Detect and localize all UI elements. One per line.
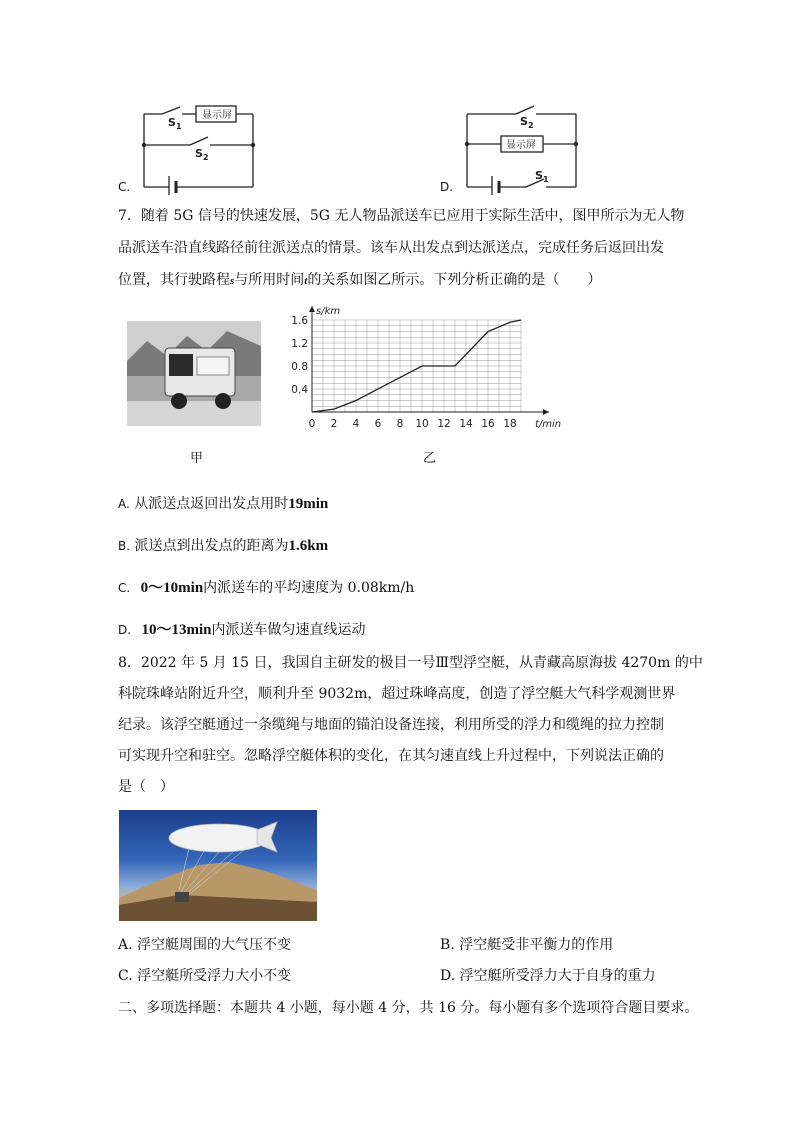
x-tick-label: 8 (396, 418, 404, 430)
var-t: t (304, 275, 308, 287)
airship-photo (119, 810, 317, 921)
q8-option-b (440, 935, 613, 955)
s-t-chart-svg (290, 302, 570, 434)
q8-stem-line-2: 科院珠峰站附近升空，顺利升至 9032m，超过珠峰高度，创造了浮空艇大气科学观测世界 (118, 686, 676, 702)
delivery-vehicle-photo (127, 321, 261, 426)
figure-b-caption: 乙 (423, 451, 437, 466)
q7-stem-part: 的关系如图乙所示。下列分析正确的是（ ） (307, 272, 602, 288)
q7-option-c (118, 578, 414, 598)
x-axis-label: t/min (535, 419, 562, 430)
option-text: 浮空艇周围的大气压不变 (137, 937, 292, 953)
display-label: 显示屏 (202, 110, 232, 121)
option-math: 1.6km (288, 538, 329, 554)
delivery-vehicle-illustration (127, 321, 261, 426)
circuit-d-letter: D. (440, 180, 454, 194)
circuit-diagram-d (440, 100, 590, 195)
circuit-diagram-c (118, 100, 258, 195)
x-tick-label: 4 (352, 418, 360, 430)
junction-node (251, 143, 255, 147)
q7-stem-line-3 (118, 270, 601, 291)
q7-option-a (118, 494, 328, 514)
chart-tick-labels (291, 315, 516, 430)
x-tick-label: 16 (481, 418, 495, 430)
x-tick-label: 0 (308, 418, 316, 430)
q8-stem-line-1: 8．2022 年 5 月 15 日，我国自主研发的极目一号Ⅲ型浮空艇，从青藏高原海拔 4270m 的中 (118, 655, 703, 671)
option-math: 19min (288, 496, 329, 512)
x-axis-arrow (543, 409, 549, 415)
option-letter: C. (118, 968, 133, 984)
y-axis-label: s/km (316, 306, 341, 317)
q8-option-c (118, 966, 291, 986)
option-letter: B. (118, 539, 131, 553)
switch-s1-label: $S_1$ (535, 169, 549, 184)
option-letter: C. (118, 581, 131, 595)
s-t-chart (290, 302, 570, 434)
switch-s2-label: $S_2$ (195, 147, 209, 162)
x-tick-label: 12 (437, 418, 451, 430)
q8-option-a (118, 935, 291, 955)
junction-node (465, 142, 469, 146)
option-letter: A. (118, 937, 133, 953)
q7-stem-part: 与所用时间 (234, 272, 305, 288)
option-math: 0～10min (140, 580, 204, 596)
section-2-heading: 二、多项选择题：本题共 4 小题，每小题 4 分，共 16 分。每小题有多个选项符合题目要求。 (118, 1000, 699, 1016)
option-text: 派送点到出发点的距离为 (134, 538, 289, 554)
x-tick-label: 14 (459, 418, 473, 430)
x-tick-label: 6 (374, 418, 382, 430)
option-text: 浮空艇受非平衡力的作用 (459, 937, 614, 953)
q8-stem-line-4: 可实现升空和驻空。忽略浮空艇体积的变化，在其匀速直线上升过程中，下列说法正确的 (118, 748, 664, 764)
airship-illustration (119, 810, 317, 921)
q7-stem-line-1: 7．随着 5G 信号的快速发展，5G 无人物品派送车已应用于实际生活中，图甲所示为无人物 (118, 208, 685, 224)
circuit-c-svg (118, 100, 258, 195)
option-text: 内派送车做匀速直线运动 (211, 622, 366, 638)
x-tick-label: 18 (503, 418, 517, 430)
y-axis-arrow (309, 306, 315, 312)
option-letter: D. (118, 623, 132, 637)
q7-stem-part: 位置，其行驶路程 (118, 272, 230, 288)
q7-stem-line-2: 品派送车沿直线路径前往派送点的情景。该车从出发点到达派送点，完成任务后返回出发 (118, 240, 664, 256)
junction-node (574, 142, 578, 146)
chart-grid (312, 320, 521, 412)
q8-stem-line-5: 是（ ） (118, 779, 174, 795)
var-s: s (230, 275, 235, 287)
figure-a-caption: 甲 (190, 451, 204, 466)
switch-s2-label: $S_2$ (520, 115, 534, 130)
option-letter: B. (440, 937, 455, 953)
option-text: 内派送车的平均速度为 0.08km/h (203, 580, 415, 596)
x-tick-label: 2 (330, 418, 338, 430)
junction-node (142, 143, 146, 147)
q7-option-d (118, 620, 366, 640)
x-tick-label: 10 (415, 418, 429, 430)
switch-s1-label: $S_1$ (168, 116, 182, 131)
q8-stem-line-3: 纪录。该浮空艇通过一条缆绳与地面的锚泊设备连接，利用所受的浮力和缆绳的拉力控制 (118, 717, 664, 733)
option-letter: A. (118, 497, 130, 511)
q8-option-d (440, 966, 656, 986)
y-tick-label: 1.6 (291, 315, 308, 327)
option-text: 从派送点返回出发点用时 (134, 496, 289, 512)
option-math: 10～13min (141, 622, 212, 638)
y-tick-label: 1.2 (291, 338, 308, 350)
option-text: 浮空艇所受浮力大小不变 (137, 968, 292, 984)
circuit-c-letter: C. (118, 180, 131, 194)
option-text: 浮空艇所受浮力大于自身的重力 (459, 968, 656, 984)
y-tick-label: 0.4 (291, 384, 308, 396)
circuit-d-svg (440, 100, 590, 195)
q7-option-b (118, 536, 328, 556)
y-tick-label: 0.8 (291, 361, 308, 373)
display-label: 显示屏 (506, 140, 536, 151)
option-letter: D. (440, 968, 456, 984)
